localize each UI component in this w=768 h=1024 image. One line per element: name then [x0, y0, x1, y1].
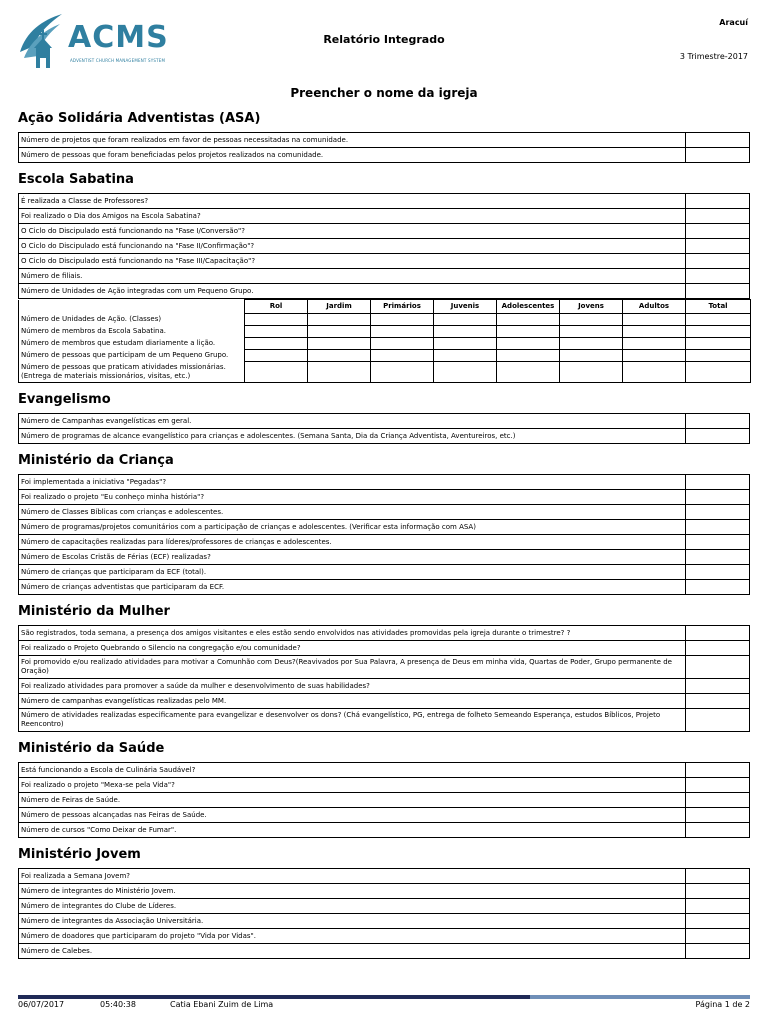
matrix-cell[interactable] [371, 338, 434, 350]
matrix-cell[interactable] [371, 362, 434, 383]
matrix-cell[interactable] [308, 338, 371, 350]
question-row [19, 793, 750, 808]
question-label: Número de doadores que participaram do projeto "Vida por Vidas". [19, 929, 686, 944]
answer-cell[interactable] [686, 808, 750, 823]
matrix-cell[interactable] [434, 326, 497, 338]
matrix-cell[interactable] [245, 350, 308, 362]
matrix-cell[interactable] [497, 362, 560, 383]
question-row [19, 763, 750, 778]
matrix-row [19, 362, 751, 383]
answer-cell[interactable] [686, 778, 750, 793]
question-row [19, 269, 750, 284]
section-title: Ministério Jovem [18, 847, 141, 862]
question-row [19, 580, 750, 595]
answer-cell[interactable] [686, 656, 750, 679]
matrix-cell[interactable] [308, 350, 371, 362]
questions-table [18, 474, 750, 595]
question-label: São registrados, toda semana, a presença dos amigos visitantes e eles estão sendo envolvidos nas atividades promovidas pela igreja durante o trimestre? ? [19, 626, 686, 641]
question-label: O Ciclo do Discipulado está funcionando na "Fase II/Confirmação"? [19, 239, 686, 254]
column-header: Jardim [308, 300, 371, 314]
question-row [19, 239, 750, 254]
section-title: Ação Solidária Adventistas (ASA) [18, 111, 261, 126]
question-label: Número de programas/projetos comunitários com a participação de crianças e adolescentes. (Verificar esta informação com ASA) [19, 520, 686, 535]
answer-cell[interactable] [686, 239, 750, 254]
question-label: Número de crianças que participaram da ECF (total). [19, 565, 686, 580]
question-row [19, 914, 750, 929]
matrix-cell[interactable] [560, 326, 623, 338]
matrix-cell[interactable] [560, 338, 623, 350]
footer-divider [18, 995, 750, 999]
questions-table [18, 625, 750, 732]
matrix-cell[interactable] [245, 362, 308, 383]
question-label: O Ciclo do Discipulado está funcionando na "Fase III/Capacitação"? [19, 254, 686, 269]
answer-cell[interactable] [686, 133, 750, 148]
page-number: Página 1 de 2 [695, 1000, 750, 1009]
column-header: Total [686, 300, 751, 314]
logo-subtitle: ADVENTIST CHURCH MANAGEMENT SYSTEM [70, 58, 166, 63]
answer-cell[interactable] [686, 823, 750, 838]
matrix-cell[interactable] [434, 314, 497, 326]
section-ministerio-mulher [18, 603, 750, 732]
question-label: Número de integrantes da Associação Universitária. [19, 914, 686, 929]
matrix-cell[interactable] [623, 326, 686, 338]
column-header: Rol [245, 300, 308, 314]
matrix-row-label: Número de Unidades de Ação. (Classes) [19, 314, 245, 326]
question-row [19, 148, 750, 163]
questions-table [18, 868, 750, 959]
matrix-cell[interactable] [308, 326, 371, 338]
question-row [19, 224, 750, 239]
matrix-cell[interactable] [434, 350, 497, 362]
question-label: Número de Classes Bíblicas com crianças e adolescentes. [19, 505, 686, 520]
matrix-cell[interactable] [497, 338, 560, 350]
answer-cell[interactable] [686, 429, 750, 444]
answer-cell[interactable] [686, 224, 750, 239]
matrix-cell[interactable] [560, 350, 623, 362]
question-row [19, 944, 750, 959]
question-row [19, 626, 750, 641]
section-title: Ministério da Saúde [18, 741, 165, 756]
question-row [19, 778, 750, 793]
question-label: Número de cursos "Como Deixar de Fumar". [19, 823, 686, 838]
matrix-cell[interactable] [245, 314, 308, 326]
matrix-header-row [19, 300, 751, 314]
question-row [19, 808, 750, 823]
matrix-cell[interactable] [308, 362, 371, 383]
question-row [19, 929, 750, 944]
answer-cell[interactable] [686, 641, 750, 656]
question-label: Número de crianças adventistas que participaram da ECF. [19, 580, 686, 595]
answer-cell[interactable] [686, 284, 750, 299]
answer-cell[interactable] [686, 269, 750, 284]
question-label: Está funcionando a Escola de Culinária Saudável? [19, 763, 686, 778]
question-label: Foi realizado o projeto "Mexa-se pela Vida"? [19, 778, 686, 793]
matrix-corner [19, 300, 245, 314]
question-label: Número de Feiras de Saúde. [19, 793, 686, 808]
answer-cell[interactable] [686, 929, 750, 944]
question-label: Foi realizado atividades para promover a saúde da mulher e desenvolvimento de suas habilidades? [19, 679, 686, 694]
report-period: 3 Trimestre-2017 [679, 52, 748, 61]
question-row [19, 565, 750, 580]
matrix-row [19, 350, 751, 362]
question-row [19, 550, 750, 565]
footer-user: Catia Ebani Zuim de Lima [170, 1000, 274, 1009]
footer-date: 06/07/2017 [18, 1000, 65, 1009]
matrix-cell[interactable] [308, 314, 371, 326]
answer-cell[interactable] [686, 869, 750, 884]
question-label: Número de Calebes. [19, 944, 686, 959]
report-title: Relatório Integrado [323, 33, 445, 46]
answer-cell[interactable] [686, 626, 750, 641]
matrix-row [19, 338, 751, 350]
question-label: Foi promovido e/ou realizado atividades para motivar a Comunhão com Deus?(Reavivados por Sua Palavra, A presença de Deus em minha vida, Quartas de Poder, Grupo permanente de Oração) [19, 656, 686, 679]
matrix-cell[interactable] [245, 338, 308, 350]
section-ministerio-crianca [18, 452, 750, 595]
question-row [19, 505, 750, 520]
question-label: Número de programas de alcance evangelístico para crianças e adolescentes. (Semana Santa, Dia da Criança Adventista, Aventureiros, etc.) [19, 429, 686, 444]
matrix-row-label: Número de membros que estudam diariamente a lição. [19, 338, 245, 350]
question-row [19, 679, 750, 694]
question-label: Foi realizado o Dia dos Amigos na Escola Sabatina? [19, 209, 686, 224]
question-label: Número de Escolas Cristãs de Férias (ECF) realizadas? [19, 550, 686, 565]
question-label: Foi realizado o Projeto Quebrando o Silencio na congregação e/ou comunidade? [19, 641, 686, 656]
answer-cell[interactable] [686, 793, 750, 808]
answer-cell[interactable] [686, 475, 750, 490]
question-row [19, 254, 750, 269]
question-row [19, 475, 750, 490]
matrix-cell[interactable] [497, 314, 560, 326]
question-label: Número de integrantes do Clube de Líderes. [19, 899, 686, 914]
matrix-row [19, 314, 751, 326]
answer-cell[interactable] [686, 520, 750, 535]
section-escola-sabatina [18, 171, 750, 383]
question-row [19, 694, 750, 709]
question-row [19, 429, 750, 444]
matrix-row-label: Número de pessoas que praticam atividades missionárias. (Entrega de materiais missionários, visitas, etc.) [19, 362, 245, 383]
matrix-cell[interactable] [686, 326, 751, 338]
matrix-cell[interactable] [686, 350, 751, 362]
column-header: Adolescentes [497, 300, 560, 314]
matrix-cell[interactable] [686, 362, 751, 383]
question-row [19, 656, 750, 679]
matrix-cell[interactable] [245, 326, 308, 338]
answer-cell[interactable] [686, 914, 750, 929]
matrix-row-label: Número de pessoas que participam de um Pequeno Grupo. [19, 350, 245, 362]
answer-cell[interactable] [686, 535, 750, 550]
matrix-row-label: Número de membros da Escola Sabatina. [19, 326, 245, 338]
matrix-cell[interactable] [371, 314, 434, 326]
question-row [19, 194, 750, 209]
matrix-cell[interactable] [623, 338, 686, 350]
questions-table [18, 193, 750, 299]
answer-cell[interactable] [686, 565, 750, 580]
answer-cell[interactable] [686, 580, 750, 595]
matrix-cell[interactable] [371, 326, 434, 338]
question-row [19, 490, 750, 505]
section-title: Ministério da Mulher [18, 604, 170, 619]
questions-table [18, 413, 750, 444]
matrix-cell[interactable] [497, 350, 560, 362]
question-row [19, 641, 750, 656]
question-label: Foi implementada a iniciativa "Pegadas"? [19, 475, 686, 490]
answer-cell[interactable] [686, 414, 750, 429]
column-header: Adultos [623, 300, 686, 314]
matrix-cell[interactable] [434, 362, 497, 383]
section-title: Evangelismo [18, 392, 111, 407]
question-row [19, 414, 750, 429]
matrix-cell[interactable] [497, 326, 560, 338]
question-label: Número de projetos que foram realizados em favor de pessoas necessitadas na comunidade. [19, 133, 686, 148]
question-label: Foi realizada a Semana Jovem? [19, 869, 686, 884]
question-row [19, 284, 750, 299]
matrix-cell[interactable] [623, 362, 686, 383]
footer-divider-dark [18, 995, 530, 999]
matrix-cell[interactable] [686, 314, 751, 326]
report-header [0, 0, 768, 80]
question-label: Foi realizado o projeto "Eu conheço minha história"? [19, 490, 686, 505]
matrix-cell[interactable] [623, 314, 686, 326]
answer-cell[interactable] [686, 899, 750, 914]
matrix-cell[interactable] [560, 314, 623, 326]
column-header: Primários [371, 300, 434, 314]
section-title: Ministério da Criança [18, 453, 174, 468]
answer-cell[interactable] [686, 944, 750, 959]
answer-cell[interactable] [686, 209, 750, 224]
section-ministerio-jovem [18, 846, 750, 959]
answer-cell[interactable] [686, 763, 750, 778]
question-label: Número de Campanhas evangelísticas em geral. [19, 414, 686, 429]
page-title: Preencher o nome da igreja [290, 86, 478, 100]
answer-cell[interactable] [686, 490, 750, 505]
footer-divider-light [530, 995, 750, 999]
question-label: O Ciclo do Discipulado está funcionando na "Fase I/Conversão"? [19, 224, 686, 239]
answer-cell[interactable] [686, 194, 750, 209]
column-header: Juvenis [434, 300, 497, 314]
question-label: Número de integrantes do Ministério Jovem. [19, 884, 686, 899]
matrix-cell[interactable] [686, 338, 751, 350]
question-row [19, 899, 750, 914]
question-row [19, 209, 750, 224]
question-label: É realizada a Classe de Professores? [19, 194, 686, 209]
answer-cell[interactable] [686, 148, 750, 163]
questions-table [18, 132, 750, 163]
age-group-matrix [18, 299, 751, 383]
questions-table [18, 762, 750, 838]
section-title: Escola Sabatina [18, 172, 134, 187]
logo-text: ACMS [68, 20, 169, 55]
answer-cell[interactable] [686, 550, 750, 565]
question-row [19, 535, 750, 550]
answer-cell[interactable] [686, 884, 750, 899]
matrix-cell[interactable] [371, 350, 434, 362]
question-label: Número de Unidades de Ação integradas com um Pequeno Grupo. [19, 284, 686, 299]
section-evangelismo [18, 391, 750, 444]
matrix-cell[interactable] [434, 338, 497, 350]
church-name: Aracuí [719, 18, 748, 27]
question-row [19, 869, 750, 884]
matrix-row [19, 326, 751, 338]
question-label: Número de pessoas alcançadas nas Feiras de Saúde. [19, 808, 686, 823]
question-label: Número de pessoas que foram beneficiadas pelos projetos realizados na comunidade. [19, 148, 686, 163]
column-header: Jovens [560, 300, 623, 314]
footer-time: 05:40:38 [100, 1000, 136, 1009]
answer-cell[interactable] [686, 254, 750, 269]
answer-cell[interactable] [686, 709, 750, 732]
report-content [18, 110, 750, 967]
answer-cell[interactable] [686, 694, 750, 709]
question-label: Número de filiais. [19, 269, 686, 284]
question-row [19, 709, 750, 732]
matrix-cell[interactable] [623, 350, 686, 362]
question-row [19, 884, 750, 899]
section-ministerio-saude [18, 740, 750, 838]
question-row [19, 133, 750, 148]
question-label: Número de atividades realizadas especificamente para evangelizar e desenvolver os dons? (Chá evangelístico, PG, entrega de folheto Semeando Esperança, estudos Bíblicos, Projeto Reencontro) [19, 709, 686, 732]
question-row [19, 823, 750, 838]
matrix-cell[interactable] [560, 362, 623, 383]
question-label: Número de capacitações realizadas para líderes/professores de crianças e adolescentes. [19, 535, 686, 550]
question-label: Número de campanhas evangelísticas realizadas pelo MM. [19, 694, 686, 709]
question-row [19, 520, 750, 535]
section-asa [18, 110, 750, 163]
answer-cell[interactable] [686, 505, 750, 520]
answer-cell[interactable] [686, 679, 750, 694]
